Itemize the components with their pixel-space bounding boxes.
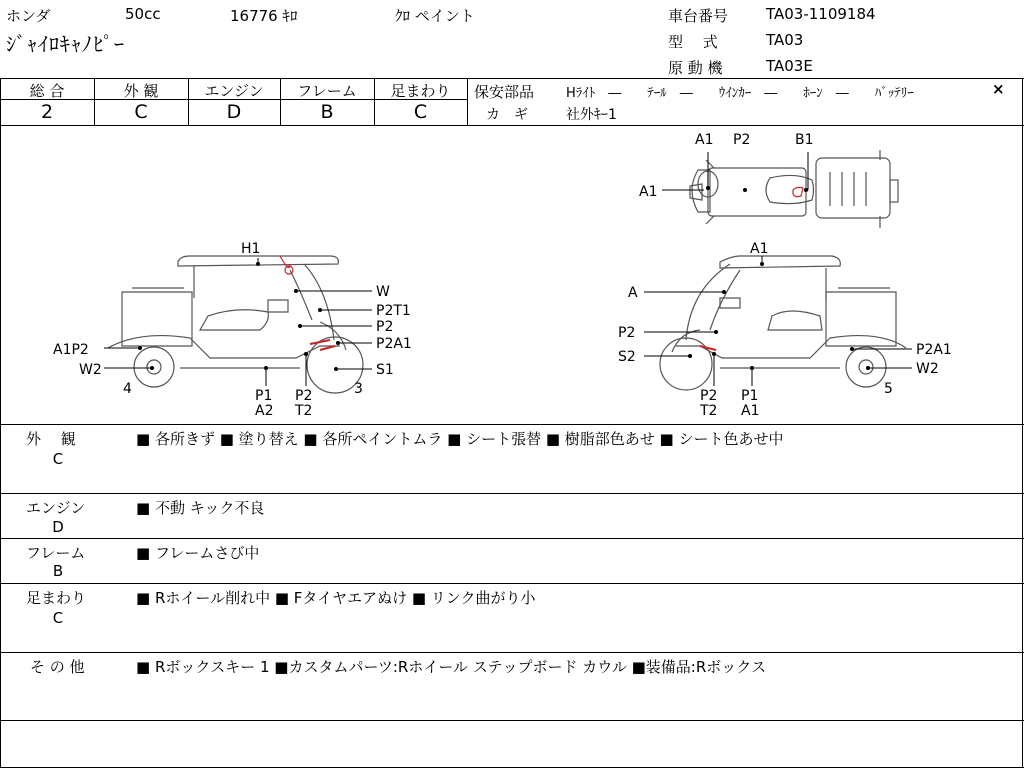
key-value: 社外ｷｰ1 — [566, 107, 617, 123]
label-left-h1: H1 — [241, 241, 261, 257]
maker: ホンダ — [6, 7, 51, 25]
body-color: ｸﾛ ペイント — [395, 7, 475, 25]
label-right-a1b: A1 — [741, 403, 760, 419]
label-left-p1: P1 — [255, 388, 273, 404]
section-engine-text: ■ 不動 キック不良 — [136, 499, 265, 517]
divider — [467, 78, 468, 125]
type-value: TA03 — [766, 31, 804, 49]
section-frame-grade: B — [52, 562, 64, 580]
label-left-3: 3 — [354, 381, 363, 397]
safety-label: 保安部品 — [474, 83, 535, 101]
label-left-a2: A2 — [255, 403, 274, 419]
section-suspension-label: 足まわり — [26, 589, 87, 607]
label-left-p2a1: P2A1 — [376, 336, 412, 352]
label-right-5: 5 — [884, 381, 893, 397]
vehicle-diagram — [0, 126, 1022, 423]
label-left-s1: S1 — [376, 362, 394, 378]
label-left-t2: T2 — [295, 403, 313, 419]
divider — [1022, 78, 1023, 768]
section-frame-label: フレーム — [26, 544, 86, 562]
grade-frame-value: B — [320, 101, 334, 123]
label-right-a1: A1 — [750, 241, 769, 257]
divider — [0, 720, 1024, 721]
left-side-view — [108, 256, 363, 393]
engine-label: 原 動 機 — [668, 59, 723, 77]
section-engine-grade: D — [52, 518, 64, 536]
label-right-t2: T2 — [700, 403, 718, 419]
label-left-4: 4 — [123, 381, 132, 397]
displacement: 50cc — [125, 5, 161, 23]
label-right-p1: P1 — [741, 388, 759, 404]
divider — [0, 493, 1024, 494]
right-side-view — [660, 256, 906, 390]
grade-suspension-label: 足まわり — [390, 82, 451, 100]
label-right-p2: P2 — [618, 325, 636, 341]
engine-value: TA03E — [766, 57, 813, 75]
label-left-a1p2: A1P2 — [53, 342, 89, 358]
label-left-p2t1: P2T1 — [376, 303, 411, 319]
grade-exterior-value: C — [134, 101, 148, 123]
label-top-a1-front: A1 — [639, 184, 658, 200]
divider — [0, 652, 1024, 653]
section-exterior-label: 外 観 — [26, 430, 76, 448]
frame-no-label: 車台番号 — [668, 7, 729, 25]
label-right-w2: W2 — [916, 361, 939, 377]
grade-engine-label: エンジン — [204, 82, 264, 100]
divider — [0, 538, 1024, 539]
grade-frame-label: フレーム — [297, 82, 357, 100]
label-right-s2: S2 — [618, 349, 636, 365]
label-top-b1: B1 — [795, 132, 814, 148]
divider — [0, 583, 1024, 584]
section-suspension-text: ■ Rホイール削れ中 ■ Fタイヤエアぬけ ■ リンク曲がり小 — [136, 589, 536, 607]
label-right-p2a1: P2A1 — [916, 342, 952, 358]
section-engine-label: エンジン — [26, 499, 86, 517]
grade-overall-label: 総 合 — [29, 82, 65, 100]
safety-items: Hﾗｲﾄ ― ﾃｰﾙ ― ｳｲﾝｶｰ ― ﾎｰﾝ ― ﾊﾞｯﾃﾘｰ — [566, 86, 914, 101]
label-left-w2: W2 — [79, 362, 102, 378]
grade-suspension-value: C — [413, 101, 428, 123]
section-suspension-grade: C — [52, 609, 64, 627]
section-other-label: そ の 他 — [30, 658, 85, 676]
label-right-a: A — [628, 285, 638, 301]
mileage: 16776 ｷﾛ — [230, 7, 298, 25]
label-top-a1: A1 — [695, 132, 714, 148]
grade-overall-value: 2 — [40, 101, 54, 123]
section-other-text: ■ Rボックスキー 1 ■カスタムパーツ:Rホイール ステップボード カウル ■装備品:Rボックス — [136, 658, 767, 676]
divider — [0, 78, 1024, 79]
divider — [0, 424, 1024, 425]
label-left-p2: P2 — [376, 319, 394, 335]
model-name: ｼﾞｬｲﾛｷｬﾉﾋﾟｰ — [6, 32, 125, 56]
section-exterior-text: ■ 各所きず ■ 塗り替え ■ 各所ペイントムラ ■ シート張替 ■ 樹脂部色あせ ■ シート色あせ中 — [136, 430, 784, 448]
type-label: 型 式 — [668, 33, 718, 51]
section-exterior-grade: C — [52, 450, 64, 468]
grade-exterior-label: 外 観 — [123, 82, 159, 100]
label-top-p2: P2 — [733, 132, 751, 148]
label-left-p2b: P2 — [295, 388, 313, 404]
key-label: カ ギ — [486, 107, 528, 123]
battery-mark: × — [992, 80, 1005, 98]
label-right-p2b: P2 — [700, 388, 718, 404]
top-view — [690, 150, 898, 228]
frame-no: TA03-1109184 — [766, 5, 876, 23]
grade-engine-value: D — [226, 101, 242, 123]
label-left-w: W — [376, 284, 390, 300]
section-frame-text: ■ フレームさび中 — [136, 544, 260, 562]
